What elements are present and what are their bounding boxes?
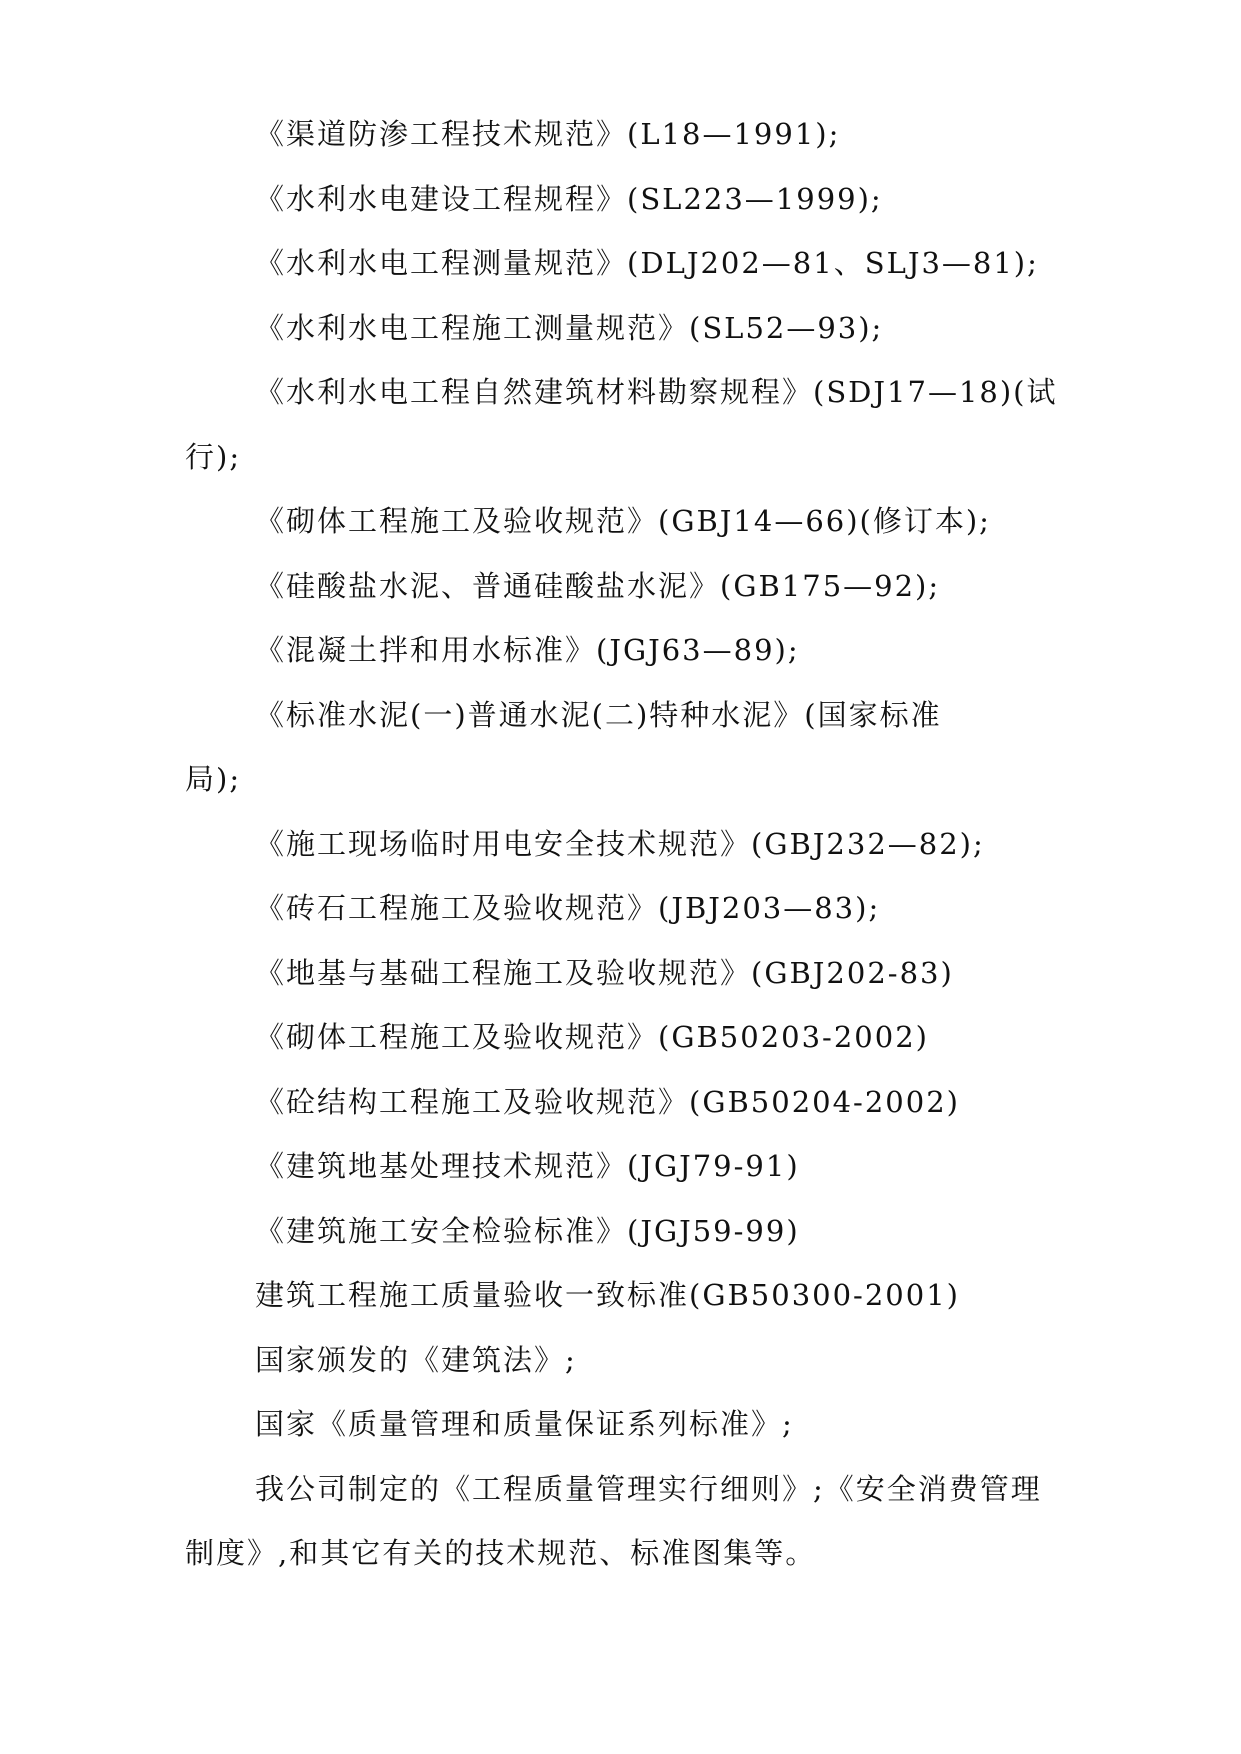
standard-line-continuation: 制度》,和其它有关的技术规范、标准图集等。 [185,1536,817,1570]
standard-line: 《标准水泥(一)普通水泥(二)特种水泥》(国家标准 [255,697,942,732]
standard-line: 《水利水电工程施工测量规范》(SL52—93); [255,310,884,345]
standard-line: 《水利水电建设工程规程》(SL223—1999); [255,181,883,216]
standard-line: 国家《质量管理和质量保证系列标准》; [255,1407,794,1441]
standard-line: 《施工现场临时用电安全技术规范》(GBJ232—82); [255,826,985,861]
standard-line: 《混凝土拌和用水标准》(JGJ63—89); [255,633,800,667]
standard-line: 《砖石工程施工及验收规范》(JBJ203—83); [255,891,881,925]
standard-line: 《砼结构工程施工及验收规范》(GB50204-2002) [255,1084,960,1119]
standard-line: 《地基与基础工程施工及验收规范》(GBJ202-83) [255,955,954,990]
standard-line: 国家颁发的《建筑法》; [255,1342,577,1377]
standard-line: 《渠道防渗工程技术规范》(L18—1991); [255,117,841,151]
standard-line: 《砌体工程施工及验收规范》(GB50203-2002) [255,1020,929,1054]
standard-line: 《水利水电工程自然建筑材料勘察规程》(SDJ17—18)(试 [255,375,1058,409]
standard-line: 我公司制定的《工程质量管理实行细则》;《安全消费管理 [255,1471,1042,1506]
standard-line-continuation: 局); [185,762,242,796]
standards-list [185,102,1058,1586]
standard-line: 《水利水电工程测量规范》(DLJ202—81、SLJ3—81); [255,246,1039,280]
standard-line: 《砌体工程施工及验收规范》(GBJ14—66)(修订本); [255,504,991,538]
standard-line: 《硅酸盐水泥、普通硅酸盐水泥》(GB175—92); [255,568,941,603]
standard-line: 建筑工程施工质量验收一致标准(GB50300-2001) [255,1278,960,1312]
standard-line: 《建筑地基处理技术规范》(JGJ79-91) [255,1149,800,1183]
standard-line-continuation: 行); [185,439,242,474]
standard-line: 《建筑施工安全检验标准》(JGJ59-99) [255,1213,800,1248]
